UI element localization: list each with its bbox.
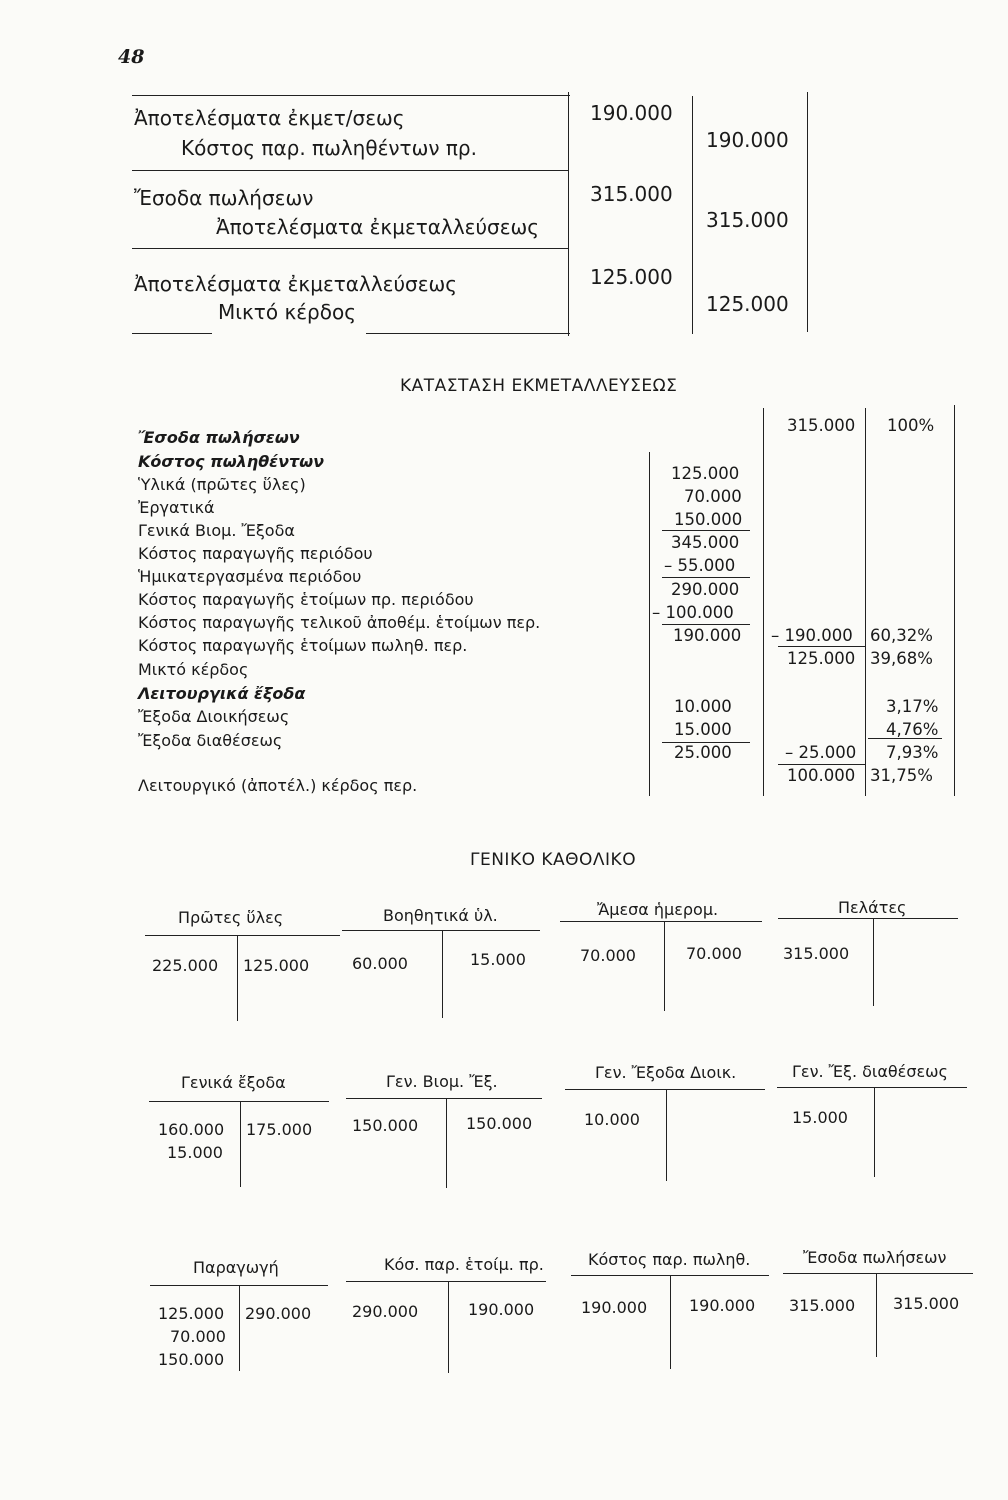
statement-row-pct: 60,32% bbox=[870, 626, 933, 645]
journal-credit-amount: 315.000 bbox=[706, 208, 789, 232]
journal-debit-account: Ἀποτελέσματα ἐκμετ/σεως bbox=[134, 106, 405, 130]
statement-title: ΚΑΤΑΣΤΑΣΗ ΕΚΜΕΤΑΛΛΕΥΣΕΩΣ bbox=[400, 376, 678, 396]
statement-row-label: Κόστος παραγωγῆς τελικοῦ ἀποθέμ. ἑτοίμων περ. bbox=[138, 613, 541, 632]
journal-debit-account: Ἀποτελέσματα ἐκμεταλλεύσεως bbox=[134, 272, 458, 296]
account-name: Βοηθητικά ὑλ. bbox=[383, 906, 498, 925]
debit-entry: 60.000 bbox=[352, 954, 408, 973]
statement-row-label: Μικτό κέρδος bbox=[138, 660, 249, 679]
statement-row-amount: 10.000 bbox=[674, 697, 732, 716]
statement-row-label: Κόστος παραγωγῆς ἑτοίμων πρ. περιόδου bbox=[138, 590, 474, 609]
statement-row-amount: 125.000 bbox=[671, 464, 740, 483]
statement-row-label: Ὑλικά (πρῶτες ὕλες) bbox=[138, 475, 306, 494]
statement-row-amount: 345.000 bbox=[671, 533, 740, 552]
credit-entry: 315.000 bbox=[893, 1294, 960, 1313]
journal-credit-amount: 125.000 bbox=[706, 292, 789, 316]
statement-row-amount: 70.000 bbox=[684, 487, 742, 506]
debit-entry: 70.000 bbox=[170, 1327, 226, 1346]
statement-row-amount: 190.000 bbox=[673, 626, 742, 645]
page-number: 48 bbox=[118, 46, 145, 68]
statement-row-amount: – 100.000 bbox=[652, 603, 734, 622]
statement-row-amount: 25.000 bbox=[674, 743, 732, 762]
debit-entry: 160.000 bbox=[158, 1120, 225, 1139]
journal-debit-amount: 190.000 bbox=[590, 101, 673, 125]
statement-row-total: 100.000 bbox=[787, 766, 856, 785]
statement-row-pct: 39,68% bbox=[870, 649, 933, 668]
account-name: Ἔσοδα πωλήσεων bbox=[803, 1248, 947, 1267]
debit-entry: 150.000 bbox=[158, 1350, 225, 1369]
debit-entry: 225.000 bbox=[152, 956, 219, 975]
statement-row-label: Γενικά Βιομ. Ἔξοδα bbox=[138, 521, 295, 540]
statement-row-total: – 190.000 bbox=[771, 626, 853, 645]
account-name: Κόστος παρ. πωληθ. bbox=[588, 1250, 751, 1269]
statement-row-total: 315.000 bbox=[787, 416, 856, 435]
journal-debit-amount: 315.000 bbox=[590, 182, 673, 206]
statement-row-label: Ἐργατικά bbox=[138, 498, 215, 517]
journal-debit-amount: 125.000 bbox=[590, 265, 673, 289]
statement-row-label: Κόστος παραγωγῆς περιόδου bbox=[138, 544, 373, 563]
journal-debit-account: Ἔσοδα πωλήσεων bbox=[134, 186, 314, 210]
debit-entry: 315.000 bbox=[783, 944, 850, 963]
statement-row-label: Ἔξοδα Διοικήσεως bbox=[138, 707, 290, 726]
account-name: Γεν. Βιομ. Ἔξ. bbox=[386, 1072, 498, 1091]
credit-entry: 290.000 bbox=[245, 1304, 312, 1323]
credit-entry: 190.000 bbox=[468, 1300, 535, 1319]
statement-row-amount: 150.000 bbox=[674, 510, 743, 529]
statement-row-label: Ἡμικατεργασμένα περιόδου bbox=[138, 567, 362, 586]
debit-entry: 150.000 bbox=[352, 1116, 419, 1135]
debit-entry: 125.000 bbox=[158, 1304, 225, 1323]
account-name: Ἄμεσα ἡμερομ. bbox=[597, 900, 719, 919]
credit-entry: 190.000 bbox=[689, 1296, 756, 1315]
account-name: Γενικά ἔξοδα bbox=[181, 1073, 286, 1092]
credit-entry: 150.000 bbox=[466, 1114, 533, 1133]
credit-entry: 70.000 bbox=[686, 944, 742, 963]
debit-entry: 290.000 bbox=[352, 1302, 419, 1321]
statement-row-total: – 25.000 bbox=[785, 743, 857, 762]
statement-row-amount: – 55.000 bbox=[664, 556, 736, 575]
journal-credit-account: Ἀποτελέσματα ἐκμεταλλεύσεως bbox=[216, 215, 540, 239]
journal-credit-amount: 190.000 bbox=[706, 128, 789, 152]
credit-entry: 125.000 bbox=[243, 956, 310, 975]
debit-entry: 315.000 bbox=[789, 1296, 856, 1315]
debit-entry: 15.000 bbox=[792, 1108, 848, 1127]
debit-entry: 190.000 bbox=[581, 1298, 648, 1317]
statement-row-pct: 7,93% bbox=[886, 743, 939, 762]
statement-row-label: Λειτουργικά ἔξοδα bbox=[138, 684, 306, 703]
journal-credit-account: Κόστος παρ. πωληθέντων πρ. bbox=[181, 136, 477, 160]
statement-row-label: Λειτουργικό (ἀποτέλ.) κέρδος περ. bbox=[138, 776, 418, 795]
statement-row-amount: 290.000 bbox=[671, 580, 740, 599]
account-name: Γεν. Ἔξοδα Διοικ. bbox=[595, 1063, 737, 1082]
debit-entry: 70.000 bbox=[580, 946, 636, 965]
journal-credit-account: Μικτό κέρδος bbox=[218, 300, 356, 324]
account-name: Πρῶτες ὕλες bbox=[178, 908, 284, 927]
account-name: Γεν. Ἔξ. διαθέσεως bbox=[792, 1062, 948, 1081]
debit-entry: 10.000 bbox=[584, 1110, 640, 1129]
credit-entry: 15.000 bbox=[470, 950, 526, 969]
statement-row-amount: 15.000 bbox=[674, 720, 732, 739]
statement-row-label: Ἔσοδα πωλήσεων bbox=[138, 428, 300, 447]
account-name: Κόσ. παρ. ἑτοίμ. πρ. bbox=[384, 1255, 544, 1274]
statement-row-pct: 3,17% bbox=[886, 697, 939, 716]
account-name: Παραγωγή bbox=[193, 1258, 279, 1277]
statement-row-pct: 4,76% bbox=[886, 720, 939, 739]
ledger-title: ΓΕΝΙΚΟ ΚΑΘΟΛΙΚΟ bbox=[470, 850, 637, 870]
statement-row-pct: 100% bbox=[887, 416, 935, 435]
statement-row-total: 125.000 bbox=[787, 649, 856, 668]
statement-row-label: Κόστος παραγωγῆς ἑτοίμων πωληθ. περ. bbox=[138, 636, 468, 655]
statement-row-label: Ἔξοδα διαθέσεως bbox=[138, 731, 283, 750]
statement-row-pct: 31,75% bbox=[870, 766, 933, 785]
credit-entry: 175.000 bbox=[246, 1120, 313, 1139]
debit-entry: 15.000 bbox=[167, 1143, 223, 1162]
statement-row-label: Κόστος πωληθέντων bbox=[138, 452, 324, 471]
account-name: Πελάτες bbox=[838, 898, 907, 917]
